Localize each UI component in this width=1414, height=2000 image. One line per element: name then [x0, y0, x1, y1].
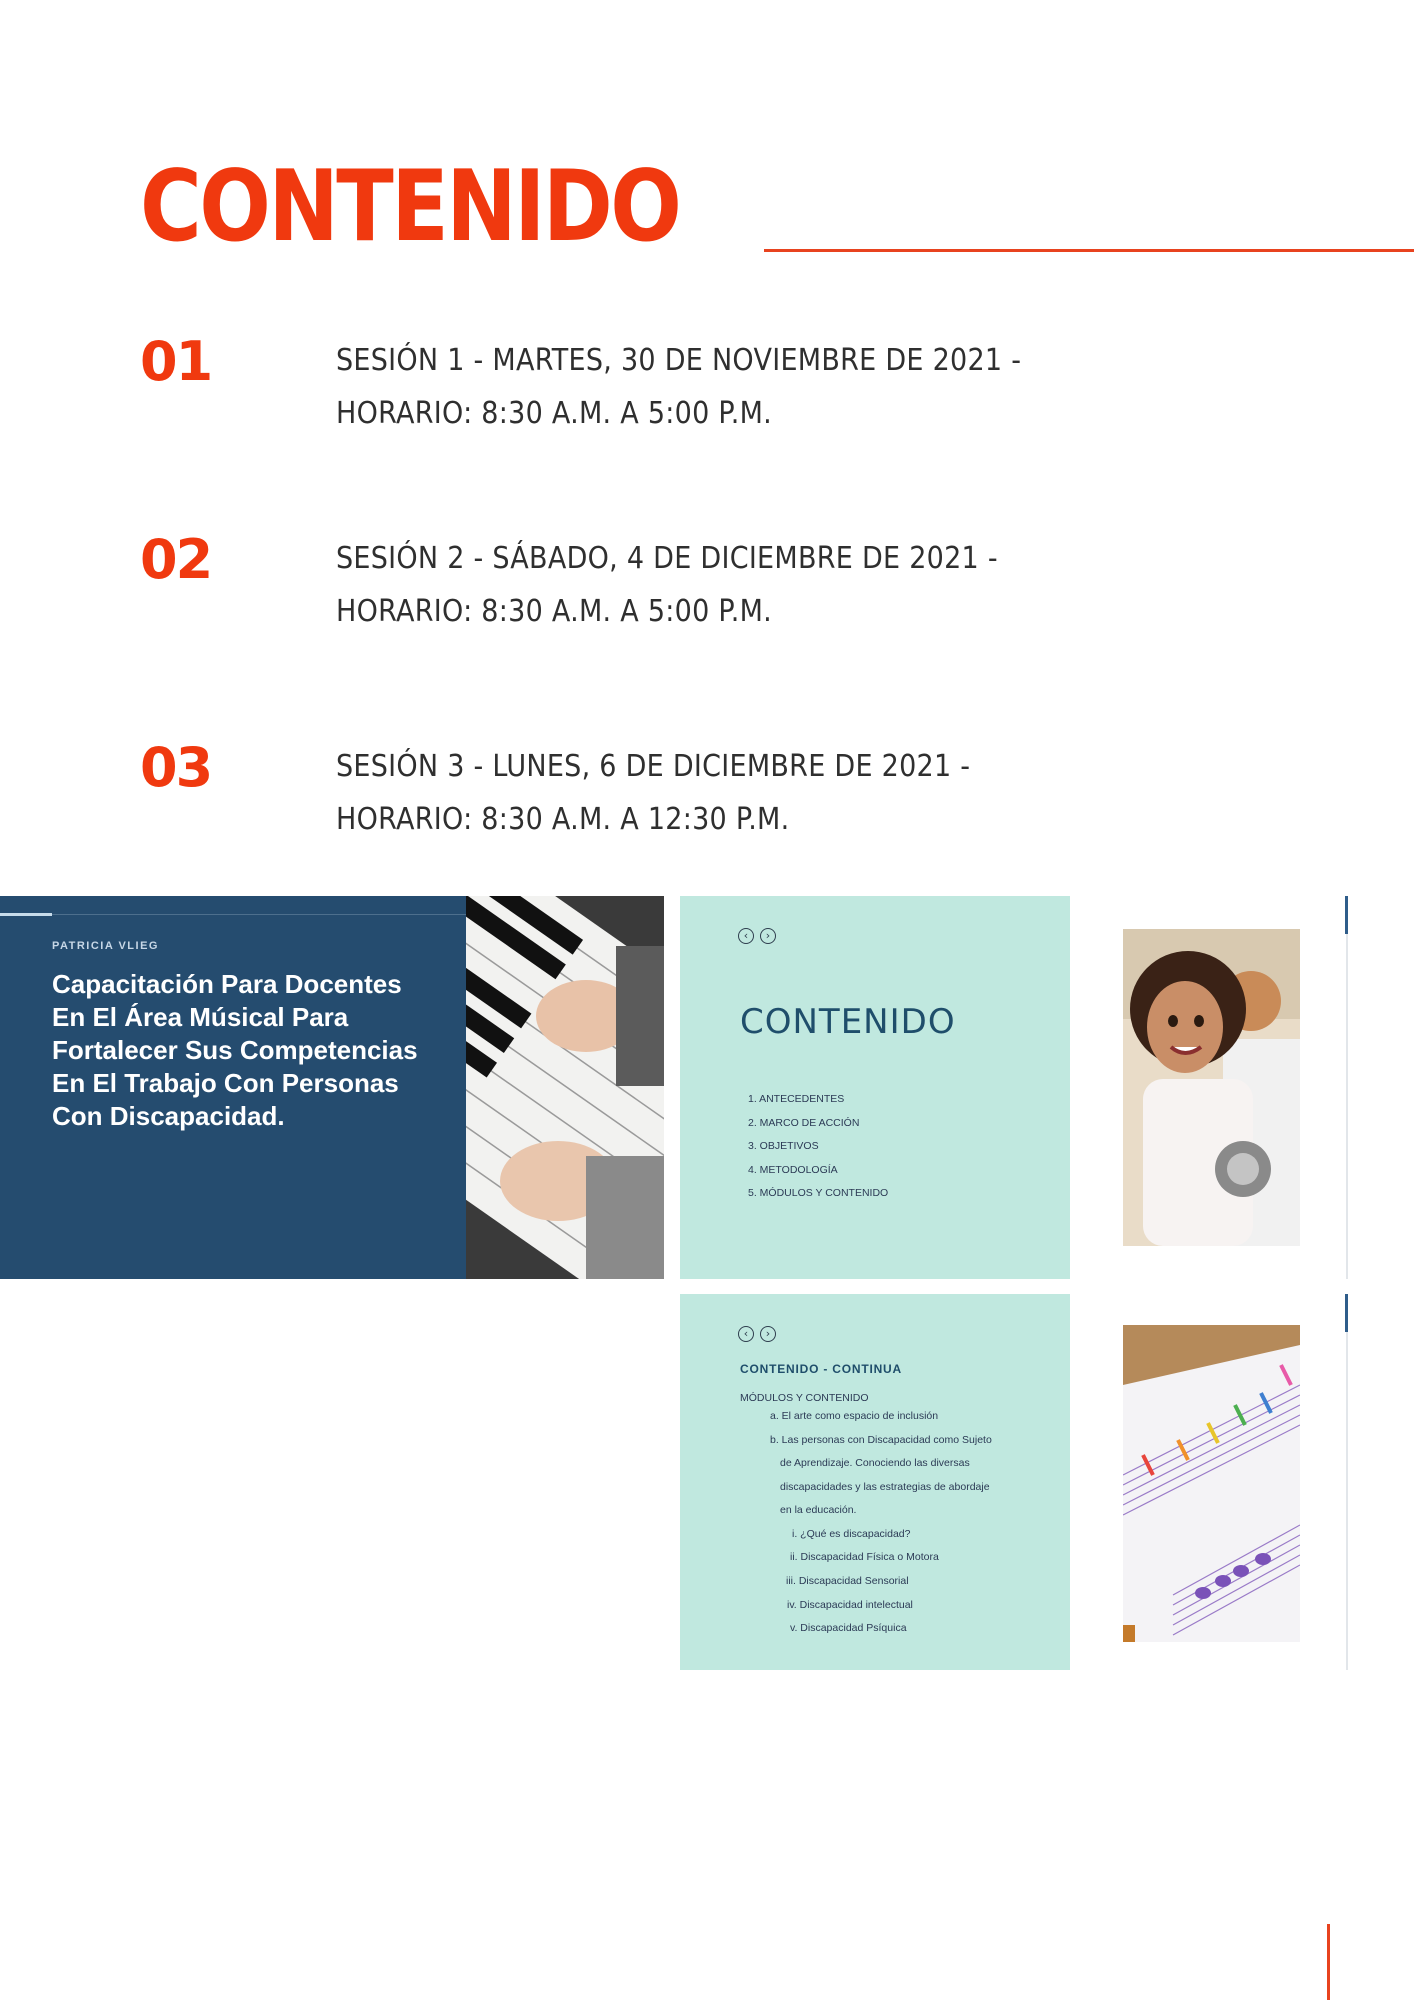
list-item: 5. MÓDULOS Y CONTENIDO — [748, 1187, 889, 1199]
child-photo — [1123, 929, 1300, 1246]
contents-slide — [680, 896, 1070, 1279]
list-item: 3. OBJETIVOS — [748, 1140, 819, 1152]
session-line: HORARIO: 8:30 A.M. A 5:00 P.M. — [336, 396, 773, 431]
list-item: iv. Discapacidad intelectual — [787, 1599, 913, 1611]
session-item — [140, 528, 1140, 648]
piano-photo — [466, 896, 664, 1279]
slide-nav — [738, 1326, 776, 1342]
slide-edge — [1346, 896, 1348, 1279]
bottom-divider — [1327, 1924, 1330, 2000]
slide-intro: MÓDULOS Y CONTENIDO — [740, 1392, 869, 1404]
session-text — [336, 740, 970, 846]
session-number: 03 — [140, 736, 212, 799]
slide-divider — [0, 914, 466, 915]
slide-edge — [1346, 1294, 1348, 1670]
session-number: 02 — [140, 528, 212, 591]
contents-list — [748, 1088, 888, 1206]
list-item: 2. MARCO DE ACCIÓN — [748, 1116, 860, 1129]
slide-author: PATRICIA VLIEG — [52, 940, 159, 952]
chevron-right-icon[interactable]: › — [760, 928, 776, 944]
session-item — [140, 736, 1140, 856]
chevron-left-icon[interactable]: ‹ — [738, 1326, 754, 1342]
session-text — [336, 334, 1021, 440]
page-title: CONTENIDO — [140, 150, 680, 264]
chevron-right-icon[interactable]: › — [760, 1326, 776, 1342]
list-item: en la educación. — [780, 1504, 857, 1516]
list-item: i. ¿Qué es discapacidad? — [792, 1528, 911, 1540]
session-line: SESIÓN 1 - MARTES, 30 DE NOVIEMBRE DE 2021 - — [336, 343, 1022, 378]
music-notes-photo — [1123, 1325, 1300, 1642]
list-item: v. Discapacidad Psíquica — [790, 1622, 907, 1634]
slide-title: CONTENIDO — [740, 1002, 956, 1042]
list-item: de Aprendizaje. Conociendo las diversas — [780, 1457, 970, 1469]
session-line: HORARIO: 8:30 A.M. A 5:00 P.M. — [336, 594, 773, 629]
title-divider — [764, 249, 1414, 252]
list-item: ii. Discapacidad Física o Motora — [790, 1551, 939, 1563]
contents-continued-slide — [680, 1294, 1070, 1670]
list-item: a. El arte como espacio de inclusión — [770, 1410, 939, 1422]
slide-divider-accent — [0, 913, 52, 916]
slide-edge-accent — [1345, 1294, 1348, 1332]
list-item: 4. METODOLOGÍA — [748, 1163, 838, 1176]
slide-nav — [738, 928, 776, 944]
slide-headline: Capacitación Para Docentes En El Área Músical Para Fortalecer Sus Competencias En El Trabajo Con Personas Con Discapacidad. — [52, 969, 418, 1131]
session-line: HORARIO: 8:30 A.M. A 12:30 P.M. — [336, 802, 790, 837]
list-item: iii. Discapacidad Sensorial — [786, 1575, 909, 1587]
session-item — [140, 330, 1140, 450]
slide-title: CONTENIDO - CONTINUA — [740, 1362, 902, 1376]
slide-edge-accent — [1345, 896, 1348, 934]
cover-slide — [0, 896, 466, 1279]
session-line: SESIÓN 2 - SÁBADO, 4 DE DICIEMBRE DE 2021 - — [336, 541, 998, 576]
list-item: b. Las personas con Discapacidad como Sujeto — [770, 1434, 992, 1446]
session-number: 01 — [140, 330, 212, 393]
session-text — [336, 532, 998, 638]
list-item: discapacidades y las estrategias de abordaje — [780, 1481, 990, 1493]
list-item: 1. ANTECEDENTES — [748, 1093, 845, 1105]
session-line: SESIÓN 3 - LUNES, 6 DE DICIEMBRE DE 2021 - — [336, 749, 971, 784]
chevron-left-icon[interactable]: ‹ — [738, 928, 754, 944]
